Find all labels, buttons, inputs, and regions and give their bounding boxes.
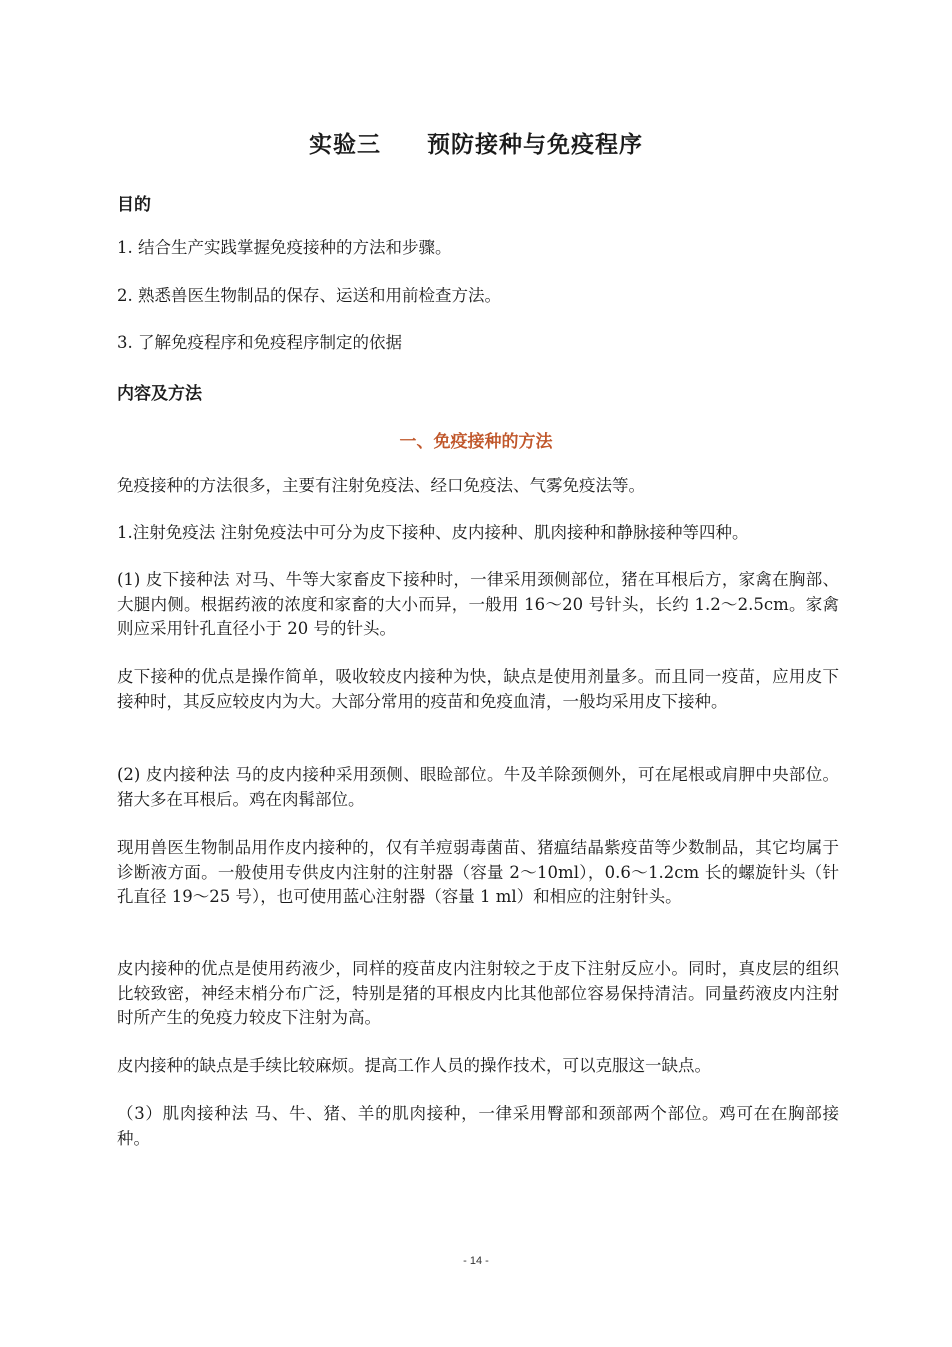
section-title: 一、免疫接种的方法 [399,432,553,452]
objective-heading: 目的 [117,195,151,215]
title-experiment-number: 实验三 [309,131,381,158]
paragraph-intradermal-advantages: 皮内接种的优点是使用药液少，同样的疫苗皮内注射较之于皮下注射反应小。同时，真皮层的组织比较致密，神经末梢分布广泛，特别是猪的耳根皮内比其他部位容易保持清洁。同量药液皮内注射时所产生的免疫力较皮下注射为高。 [117,959,839,1027]
page-number: - 14 - [463,1255,489,1267]
paragraph-intradermal-disadvantages: 皮内接种的缺点是手续比较麻烦。提高工作人员的操作技术，可以克服这一缺点。 [117,1056,711,1075]
paragraph-intro: 免疫接种的方法很多，主要有注射免疫法、经口免疫法、气雾免疫法等。 [117,476,645,495]
objective-item-2: 2. 熟悉兽医生物制品的保存、运送和用前检查方法。 [117,286,501,305]
paragraph-intradermal: (2) 皮内接种法 马的皮内接种采用颈侧、眼睑部位。牛及羊除颈侧外，可在尾根或肩胛中央部位。猪大多在耳根后。鸡在肉髯部位。 [117,765,839,809]
objective-item-3: 3. 了解免疫程序和免疫程序制定的依据 [117,333,402,352]
title-experiment-name: 预防接种与免疫程序 [427,131,643,158]
content-heading: 内容及方法 [117,384,202,404]
paragraph-intramuscular: （3）肌肉接种法 马、牛、猪、羊的肌肉接种，一律采用臀部和颈部两个部位。鸡可在在胸部接种。 [117,1104,839,1148]
paragraph-subcutaneous: (1) 皮下接种法 对马、牛等大家畜皮下接种时，一律采用颈侧部位，猪在耳根后方，家禽在胸部、大腿内侧。根据药液的浓度和家畜的大小而异，一般用 16～20 号针头，长约 1.2～2.5cm。家禽则应采用针孔直径小于 20 号的针头。 [117,570,839,638]
paragraph-subcutaneous-advantages: 皮下接种的优点是操作简单，吸收较皮内接种为快，缺点是使用剂量多。而且同一疫苗，应用皮下接种时，其反应较皮内为大。大部分常用的疫苗和免疫血清，一般均采用皮下接种。 [117,667,839,711]
page-title [0,126,952,159]
paragraph-injection-method: 1.注射免疫法 注射免疫法中可分为皮下接种、皮内接种、肌肉接种和静脉接种等四种。 [117,523,749,542]
paragraph-intradermal-products: 现用兽医生物制品用作皮内接种的，仅有羊痘弱毒菌苗、猪瘟结晶紫疫苗等少数制品，其它均属于诊断液方面。一般使用专供皮内注射的注射器（容量 2～10ml），0.6～1.2cm 长的螺旋针头（针孔直径 19～25 号），也可使用蓝心注射器（容量 1 ml）和相应的注射针头。 [117,838,839,906]
objective-item-1: 1. 结合生产实践掌握免疫接种的方法和步骤。 [117,238,452,257]
